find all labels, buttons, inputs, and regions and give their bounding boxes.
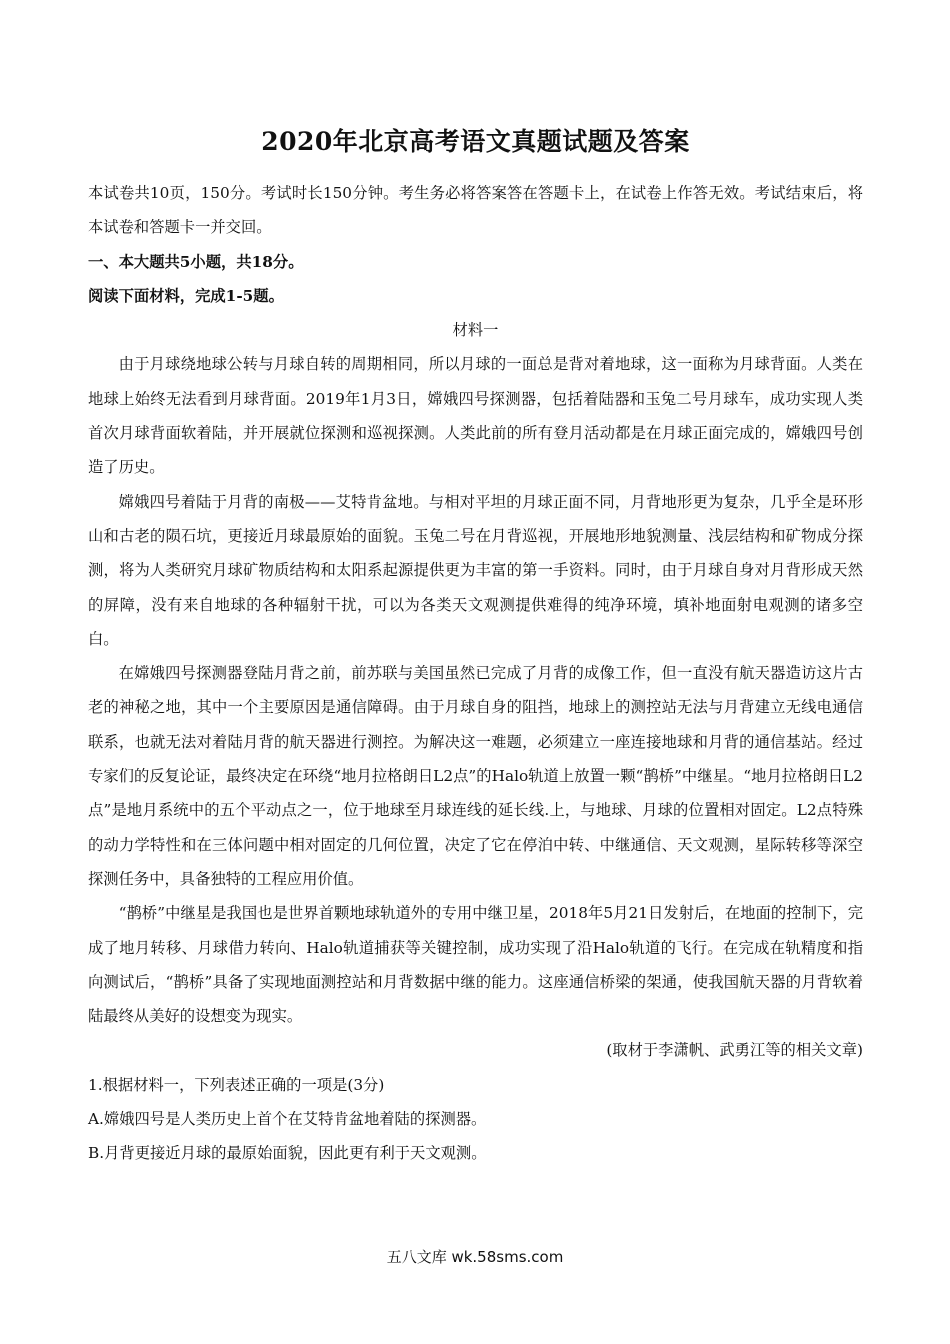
reading-instruction: 阅读下面材料，完成1-5题。 bbox=[88, 286, 284, 305]
paragraph-1: 由于月球绕地球公转与月球自转的周期相同，所以月球的一面总是背对着地球，这一面称为月球背面。人类在地球上始终无法看到月球背面。2019年1月3日，嫦娥四号探测器，包括着陆器和玉兔二号月球车，成功实现人类首次月球背面软着陆，并开展就位探测和巡视探测。人类此前的所有登月活动都是在月球正面完成的，嫦娥四号创造了历史。 bbox=[88, 355, 863, 477]
section-heading: 一、本大题共5小题，共18分。 bbox=[88, 252, 304, 271]
document-title: 2020年北京高考语文真题试题及答案 bbox=[261, 127, 690, 156]
source-citation: (取材于李潇帆、武勇江等的相关文章) bbox=[606, 1041, 863, 1060]
document-body bbox=[88, 176, 863, 1171]
question-1: 1.根据材料一，下列表述正确的一项是(3分) bbox=[88, 1075, 385, 1094]
option-b: B.月背更接近月球的最原始面貌，因此更有利于天文观测。 bbox=[88, 1144, 487, 1163]
exam-intro: 本试卷共10页，150分。考试时长150分钟。考生务必将答案答在答题卡上，在试卷上作答无效。考试结束后，将本试卷和答题卡一并交回。 bbox=[88, 184, 863, 237]
footer-watermark: 五八文库 wk.58sms.com bbox=[386, 1248, 564, 1266]
paragraph-2: 嫦娥四号着陆于月背的南极——艾特肯盆地。与相对平坦的月球正面不同，月背地形更为复杂，几乎全是环形山和古老的陨石坑，更接近月球最原始的面貌。玉兔二号在月背巡视，开展地形地貌测量、浅层结构和矿物成分探测，将为人类研究月球矿物质结构和太阳系起源提供更为丰富的第一手资料。同时，由于月球自身对月背形成天然的屏障，没有来自地球的各种辐射干扰，可以为各类天文观测提供难得的纯净环境，填补地面射电观测的诸多空白。 bbox=[88, 492, 863, 648]
option-a: A.嫦娥四号是人类历史上首个在艾特肯盆地着陆的探测器。 bbox=[88, 1110, 487, 1129]
material-title: 材料一 bbox=[452, 321, 499, 340]
paragraph-4: “鹊桥”中继星是我国也是世界首颗地球轨道外的专用中继卫星，2018年5月21日发射后，在地面的控制下，完成了地月转移、月球借力转向、Halo轨道捕获等关键控制，成功实现了沿Halo轨道的飞行。在完成在轨精度和指向测试后，“鹊桥”具备了实现地面测控站和月背数据中继的能力。这座通信桥梁的架通，使我国航天器的月背软着陆最终从美好的设想变为现实。 bbox=[88, 904, 863, 1026]
paragraph-3: 在嫦娥四号探测器登陆月背之前，前苏联与美国虽然已完成了月背的成像工作，但一直没有航天器造访这片古老的神秘之地，其中一个主要原因是通信障碍。由于月球自身的阻挡，地球上的测控站无法与月背建立无线电通信联系，也就无法对着陆月背的航天器进行测控。为解决这一难题，必须建立一座连接地球和月背的通信基站。经过专家们的反复论证，最终决定在环绕“地月拉格朗日L2点”的Halo轨道上放置一颗“鹊桥”中继星。“地月拉格朗日L2点”是地月系统中的五个平动点之一，位于地球至月球连线的延长线.上，与地球、月球的位置相对固定。L2点特殊的动力学特性和在三体问题中相对固定的几何位置，决定了它在停泊中转、中继通信、天文观测，星际转移等深空探测任务中，具备独特的工程应用价值。 bbox=[88, 664, 863, 888]
